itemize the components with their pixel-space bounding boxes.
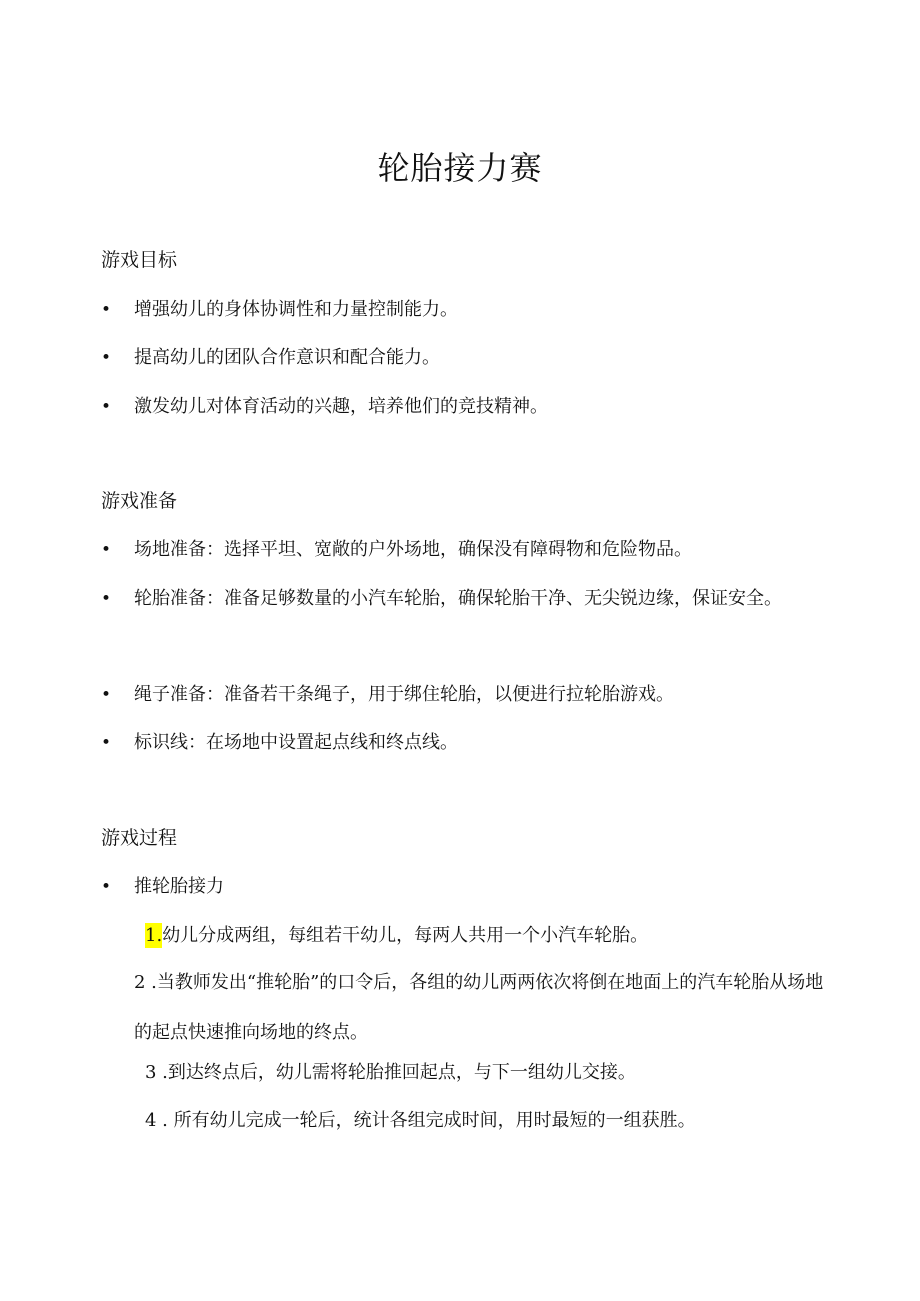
- bullet-icon: •: [101, 540, 112, 560]
- bullet-icon: •: [101, 397, 112, 417]
- bullet-icon: •: [101, 733, 112, 753]
- step-text: .当教师发出“推轮胎”的口令后，各组的幼儿两两依次将倒在地面上的汽车轮胎从场地的起点快速推向场地的终点。: [134, 972, 824, 1043]
- step-number: 3: [145, 1062, 157, 1083]
- list-item: 推轮胎接力: [134, 876, 224, 897]
- section-heading-goals: 游戏目标: [101, 249, 178, 271]
- section-heading-process: 游戏过程: [101, 827, 178, 849]
- step-3: [145, 1059, 636, 1087]
- list-item: 激发幼儿对体育活动的兴趣，培养他们的竞技精神。: [134, 396, 548, 417]
- list-item: 标识线：在场地中设置起点线和终点线。: [134, 732, 458, 753]
- list-item: 增强幼儿的身体协调性和力量控制能力。: [134, 299, 458, 320]
- list-item: 轮胎准备：准备足够数量的小汽车轮胎，确保轮胎干净、无尖锐边缘，保证安全。: [134, 588, 782, 609]
- section-heading-preparation: 游戏准备: [101, 490, 178, 512]
- step-2: [134, 958, 824, 1058]
- step-number: 4: [145, 1110, 157, 1131]
- bullet-icon: •: [101, 348, 112, 368]
- step-number-highlight: 1.: [145, 925, 163, 946]
- step-text: .到达终点后，幼儿需将轮胎推回起点，与下一组幼儿交接。: [156, 1062, 636, 1083]
- bullet-icon: •: [101, 300, 112, 320]
- document-title: 轮胎接力赛: [377, 149, 543, 187]
- bullet-icon: •: [101, 877, 112, 897]
- step-text: 幼儿分成两组，每组若干幼儿，每两人共用一个小汽车轮胎。: [162, 925, 649, 946]
- step-4: [145, 1107, 696, 1135]
- bullet-icon: •: [101, 589, 112, 609]
- list-item: 场地准备：选择平坦、宽敞的户外场地，确保没有障碍物和危险物品。: [134, 539, 692, 560]
- list-item: 提高幼儿的团队合作意识和配合能力。: [134, 347, 440, 368]
- list-item: 绳子准备：准备若干条绳子，用于绑住轮胎，以便进行拉轮胎游戏。: [134, 684, 674, 705]
- step-1: [145, 922, 648, 950]
- step-text: . 所有幼儿完成一轮后，统计各组完成时间，用时最短的一组获胜。: [156, 1110, 696, 1131]
- bullet-icon: •: [101, 685, 112, 705]
- step-number: 2: [134, 972, 146, 993]
